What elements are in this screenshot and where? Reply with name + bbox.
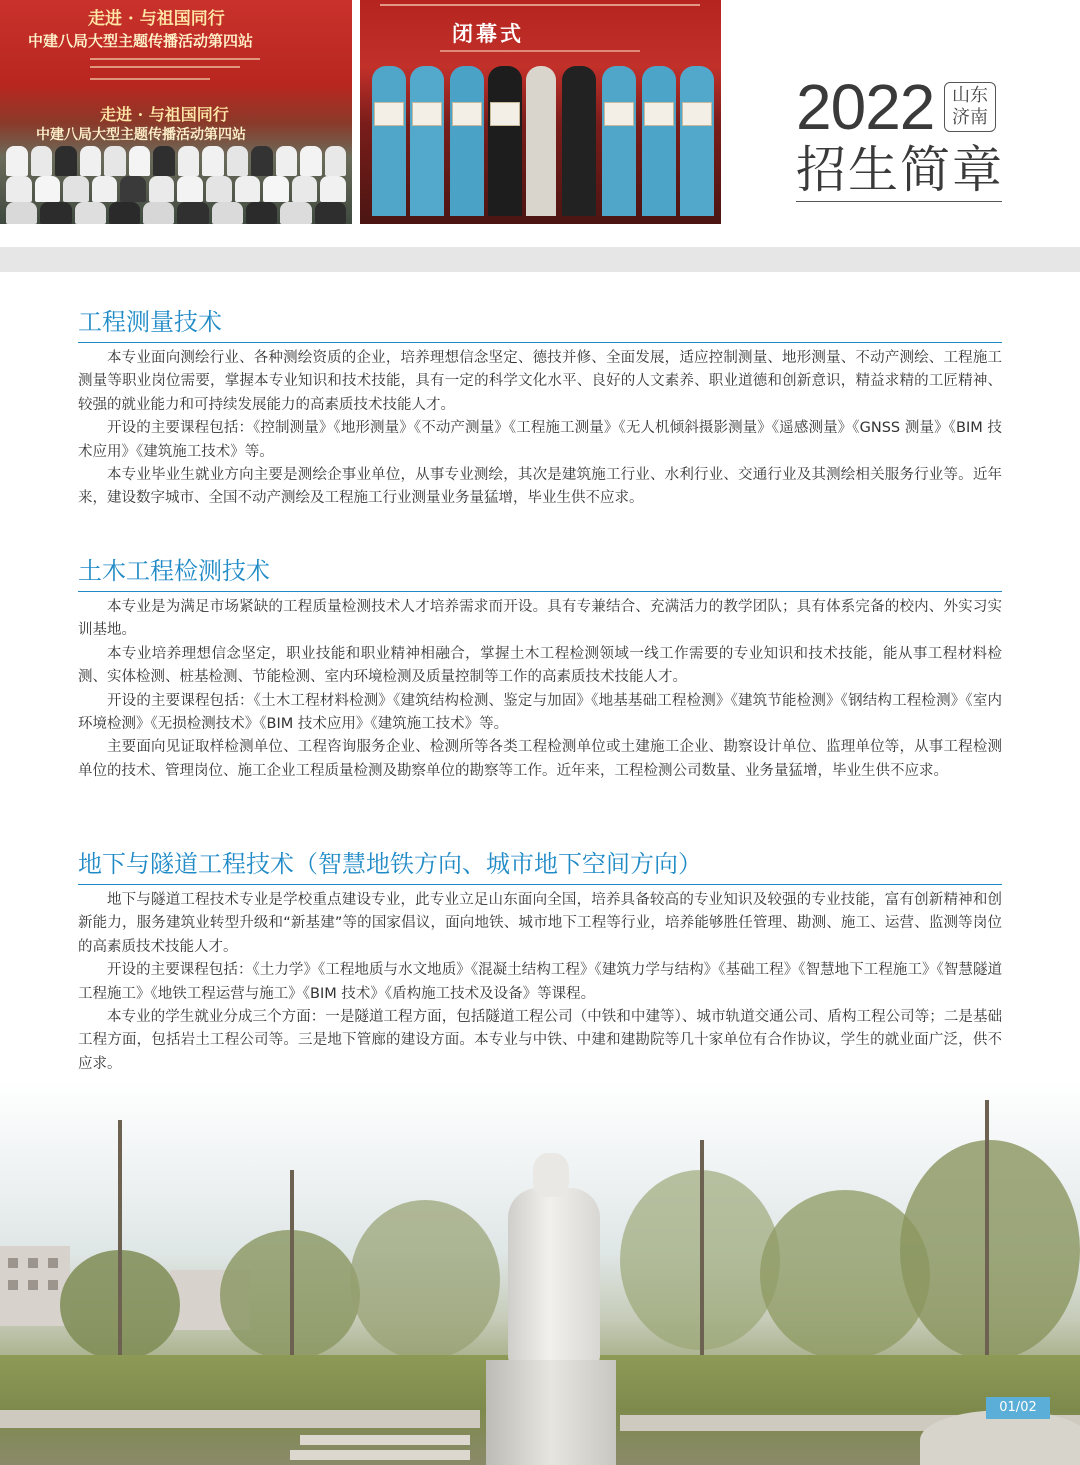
tree bbox=[900, 1140, 1080, 1360]
certificate bbox=[644, 102, 674, 126]
person-standing bbox=[562, 66, 596, 216]
banner-fineprint-line bbox=[90, 78, 210, 80]
photo-banner-slogan: 走进 · 与祖国同行 bbox=[88, 9, 225, 29]
person-standing bbox=[488, 66, 522, 216]
section-paragraph: 开设的主要课程包括：《土木工程材料检测》《建筑结构检测、鉴定与加固》《地基基础工程检测》《建筑节能检测》《钢结构工程检测》《室内环境检测》《无损检测技术》《BIM 技术应用》《建筑施工技术》等。 bbox=[78, 692, 1002, 733]
section-paragraph: 本专业毕业生就业方向主要是测绘企事业单位，从事专业测绘，其次是建筑施工行业、水利行业、交通行业及其测绘相关服务行业等。近年来，建设数字城市、全国不动产测绘及工程施工行业测量业务量猛增，毕业生供不应求。 bbox=[78, 467, 1002, 507]
certificate bbox=[682, 102, 712, 126]
group-row-middle bbox=[6, 176, 346, 202]
campus-landscape-photo bbox=[0, 1080, 1080, 1465]
section-body bbox=[78, 889, 1002, 1076]
city-name: 济南 bbox=[952, 107, 988, 128]
section-civil-testing bbox=[78, 553, 1002, 783]
statue-pedestal bbox=[486, 1360, 616, 1465]
section-paragraph: 本专业是为满足市场紧缺的工程质量检测技术人才培养需求而开设。具有专兼结合、充满活力的教学团队；具有体系完备的校内、外实习实训基地。 bbox=[78, 599, 1002, 639]
photo-lower-banner-slogan: 走进 · 与祖国同行 bbox=[100, 105, 229, 124]
step bbox=[290, 1450, 470, 1460]
building bbox=[0, 1246, 70, 1326]
city-province: 山东 bbox=[952, 85, 988, 106]
person-standing bbox=[526, 66, 556, 216]
tree bbox=[350, 1200, 500, 1360]
header bbox=[0, 0, 1080, 228]
certificate bbox=[490, 102, 520, 126]
group-row-back bbox=[6, 146, 346, 176]
certificate bbox=[604, 102, 634, 126]
person-standing bbox=[642, 66, 676, 216]
section-paragraph: 本专业培养理想信念坚定，职业技能和职业精神相融合，掌握土木工程检测领域一线工作需要的专业知识和技术技能，能从事工程材料检测、实体检测、桩基检测、节能检测、室内环境检测及质量控制等工作的高素质技术技能人才。 bbox=[78, 645, 1002, 686]
stone-path bbox=[0, 1410, 480, 1428]
section-paragraph: 开设的主要课程包括：《控制测量》《地形测量》《不动产测量》《工程施工测量》《无人机倾斜摄影测量》《遥感测量》《GNSS 测量》《BIM 技术应用》《建筑施工技术》等。 bbox=[78, 420, 1002, 460]
photo-lower-banner-title: 中建八局大型主题传播活动第四站 bbox=[36, 127, 246, 143]
section-paragraph: 主要面向见证取样检测单位、工程咨询服务企业、检测所等各类工程检测单位或土建施工企业、勘察设计单位、监理单位等，从事工程检测单位的技术、管理岗位、施工企业工程质量检测及勘察单位的勘察等工作。近年来，工程检测公司数量、业务量猛增，毕业生供不应求。 bbox=[78, 739, 1002, 779]
page-number-badge: 01/02 bbox=[986, 1397, 1050, 1419]
brochure-title: 招生简章 bbox=[796, 141, 1004, 199]
section-paragraph: 开设的主要课程包括：《土力学》《工程地质与水文地质》《混凝土结构工程》《建筑力学与结构》《基础工程》《智慧地下工程施工》《智慧隧道工程施工》《地铁工程运营与施工》《BIM 技术》《盾构施工技术及设备》等课程。 bbox=[78, 962, 1002, 1002]
photo-banner-title: 中建八局大型主题传播活动第四站 bbox=[28, 32, 254, 50]
certificate bbox=[412, 102, 442, 126]
brochure-year: 2022 bbox=[796, 71, 935, 143]
section-tunnel-engineering bbox=[78, 846, 1002, 1076]
banner-header-line bbox=[380, 4, 700, 6]
group-row-front bbox=[6, 202, 346, 224]
banner-fineprint-line bbox=[90, 66, 240, 68]
tree-trunk bbox=[700, 1140, 704, 1390]
ceremony-banner-title: 闭幕式 bbox=[452, 21, 524, 46]
section-surveying bbox=[78, 304, 1002, 511]
section-body bbox=[78, 596, 1002, 783]
confucius-statue-body bbox=[508, 1188, 600, 1368]
brochure-title-block bbox=[796, 72, 1002, 202]
person-standing bbox=[602, 66, 636, 216]
confucius-statue-head bbox=[533, 1153, 569, 1197]
banner-fineprint-line bbox=[90, 58, 260, 60]
section-paragraph: 本专业的学生就业分成三个方面：一是隧道工程方面，包括隧道工程公司（中铁和中建等）、城市轨道交通公司、盾构工程公司等；二是基础工程方面，包括岩土工程公司等。三是地下管廊的建设方面。本专业与中铁、中建和建勘院等几十家单位有合作协议，学生的就业面广泛，供不应求。 bbox=[78, 1009, 1002, 1072]
section-title: 地下与隧道工程技术（智慧地铁方向、城市地下空间方向） bbox=[78, 846, 1002, 885]
ceremony-photo-right bbox=[360, 0, 721, 224]
person-standing bbox=[450, 66, 484, 216]
person-standing bbox=[372, 66, 406, 216]
section-paragraph: 地下与隧道工程技术专业是学校重点建设专业，此专业立足山东面向全国，培养具备较高的专业知识及较强的专业技能，富有创新精神和创新能力，服务建筑业转型升级和“新基建”等的国家倡议，面向地铁、城市地下工程等行业，培养能够胜任管理、勘测、施工、运营、监测等岗位的高素质技术技能人才。 bbox=[78, 892, 1002, 955]
person-standing bbox=[410, 66, 444, 216]
section-paragraph: 本专业面向测绘行业、各种测绘资质的企业，培养理想信念坚定、德技并修、全面发展，适应控制测量、地形测量、不动产测绘、工程施工测量等职业岗位需要，掌握本专业知识和技术技能，具有一定的科学文化水平、良好的人文素养、职业道德和创新意识，精益求精的工匠精神、较强的就业能力和可持续发展能力的高素质技术技能人才。 bbox=[78, 350, 1002, 413]
section-body bbox=[78, 347, 1002, 511]
person-standing bbox=[680, 66, 714, 216]
section-title: 土木工程检测技术 bbox=[78, 553, 1002, 592]
certificate bbox=[452, 102, 482, 126]
section-title: 工程测量技术 bbox=[78, 304, 1002, 343]
header-divider-band bbox=[0, 247, 1080, 272]
step bbox=[300, 1435, 470, 1445]
certificate bbox=[374, 102, 404, 126]
activity-photo-left bbox=[0, 0, 352, 224]
banner-fineprint-line bbox=[440, 50, 640, 52]
city-badge bbox=[944, 82, 996, 132]
